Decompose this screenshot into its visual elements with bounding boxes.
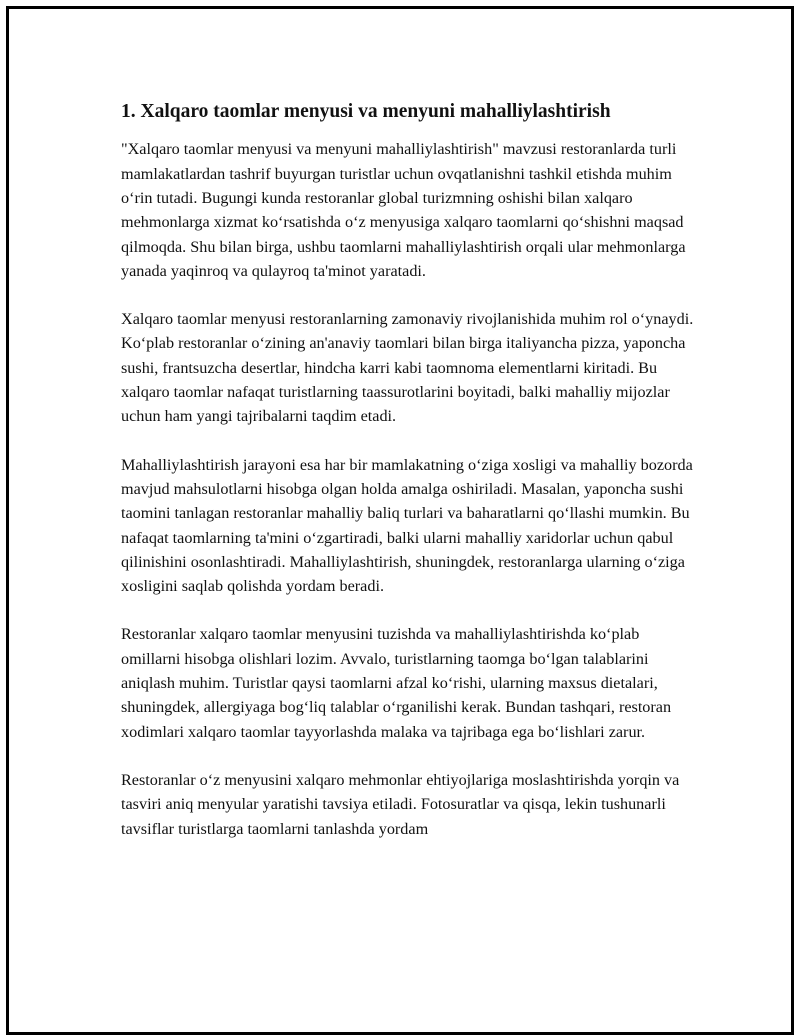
section-heading: 1. Xalqaro taomlar menyusi va menyuni mahalliylashtirish bbox=[121, 101, 611, 122]
paragraph-3: Mahalliylashtirish jarayoni esa har bir mamlakatning o‘ziga xosligi va mahalliy bozorda mavjud mahsulotlarni hisobga olgan holda amalga oshiriladi. Masalan, yaponcha sushi taomini tanlagan restoranlar mahalliy baliq turlari va baharatlarni qo‘llashi mumkin. Bu nafaqat taomlarning ta'mini o‘zgartiradi, balki ularni mahalliy xaridorlar uchun qabul qilinishini osonlashtiradi. Mahalliylashtirish, shuningdek, restoranlarga ularning o‘ziga xosligini saqlab qolishda yordam beradi. bbox=[121, 455, 693, 596]
paragraph-5: Restoranlar o‘z menyusini xalqaro mehmonlar ehtiyojlariga moslashtirishda yorqin va tasviri aniq menyular yaratishi tavsiya etiladi. Fotosuratlar va qisqa, lekin tushunarli tavsiflar turistlarga taomlarni tanlashda yordam bbox=[121, 770, 680, 838]
paragraph-1: "Xalqaro taomlar menyusi va menyuni mahalliylashtirish" mavzusi restoranlarda turli mamlakatlardan tashrif buyurgan turistlar uchun ovqatlanishni tashkil etishda muhim o‘rin tutadi. Bugungi kunda restoranlar global turizmning oshishi bilan xalqaro mehmonlarga xizmat ko‘rsatishda o‘z menyusiga xalqaro taomlarni qo‘shishni maqsad qilmoqda. Shu bilan birga, ushbu taomlarni mahalliylashtirish orqali ular mehmonlarga yanada yaqinroq va qulayroq ta'minot yaratadi. bbox=[121, 140, 686, 280]
document-body bbox=[121, 100, 701, 865]
paragraph-4: Restoranlar xalqaro taomlar menyusini tuzishda va mahalliylashtirishda ko‘plab omillarni hisobga olishlari lozim. Avvalo, turistlarning taomga bo‘lgan talablarini aniqlash muhim. Turistlar qaysi taomlarni afzal ko‘rishi, ularning maxsus dietalari, shuningdek, allergiyaga bog‘liq talablar o‘rganilishi kerak. Bundan tashqari, restoran xodimlari xalqaro taomlar tayyorlashda malaka va tajribaga ega bo‘lishlari zarur. bbox=[121, 625, 672, 741]
paragraph-2: Xalqaro taomlar menyusi restoranlarning zamonaviy rivojlanishida muhim rol o‘ynaydi. Ko‘plab restoranlar o‘zining an'anaviy taomlari bilan birga italiyancha pizza, yaponcha sushi, frantsuzcha desertlar, hindcha karri kabi taomnoma elementlarni kiritadi. Bu xalqaro taomlar nafaqat turistlarning taassurotlarini boyitadi, balki mahalliy mijozlar uchun ham yangi tajribalarni taqdim etadi. bbox=[121, 310, 694, 426]
page-frame bbox=[6, 6, 794, 1035]
